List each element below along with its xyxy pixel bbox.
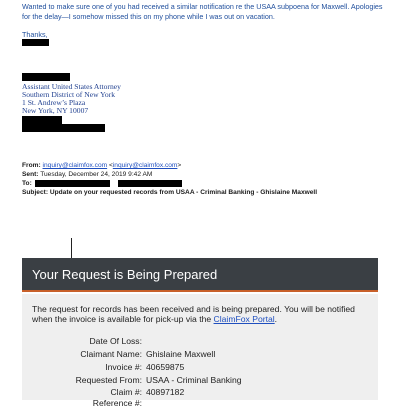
field-value: USAA - Criminal Banking	[146, 375, 242, 385]
redacted-phone	[22, 116, 62, 124]
field-label: Requested From:	[75, 375, 142, 385]
notice-intro-text: The request for records has been received and is being prepared. You will be notified when the invoice is available for pick-up via the	[32, 304, 355, 324]
field-label: Invoice #:	[105, 362, 142, 372]
notice-intro	[32, 304, 372, 324]
email-sent-line	[22, 170, 152, 179]
field-label: Claim #:	[110, 387, 142, 397]
from-email-link-2[interactable]: inquiry@claimfox.com	[112, 162, 178, 169]
field-value: Ghislaine Maxwell	[146, 349, 216, 359]
subject-value: Update on your requested records from USAA - Criminal Banking - Ghislaine Maxwell	[49, 189, 318, 196]
from-label: From:	[22, 162, 41, 169]
notice-card	[22, 294, 378, 408]
email-from-line	[22, 161, 181, 170]
redacted-sender-name	[22, 39, 49, 46]
from-email-link[interactable]: inquiry@claimfox.com	[42, 162, 108, 169]
field-row-invoice	[22, 362, 185, 373]
notice-intro-end: .	[274, 314, 278, 324]
field-label: Reference #:	[92, 398, 142, 408]
signature-office: Southern District of New York	[22, 90, 116, 99]
redacted-email	[22, 124, 105, 132]
notice-banner-title: Your Request is Being Prepared	[32, 267, 218, 282]
field-label: Claimant Name:	[80, 349, 142, 359]
sent-label: Sent:	[22, 171, 39, 178]
field-value: 40897182	[146, 387, 185, 397]
from-bracket-open: <	[107, 162, 113, 169]
subject-label: Subject:	[22, 189, 49, 196]
field-row-claim	[22, 387, 185, 398]
field-value: 40659875	[146, 362, 185, 372]
field-label: Date Of Loss:	[89, 336, 142, 346]
email-subject-line	[22, 188, 317, 197]
signature-address-line-2: New York, NY 10007	[22, 106, 89, 115]
field-row-date-of-loss	[22, 336, 142, 347]
redacted-signature-name	[22, 73, 70, 81]
reply-body: Wanted to make sure one of you had received a similar notification re the USAA subpoena for Maxwell. Apologies for the delay—I somehow missed this on my phone while I was out on vacation.	[22, 2, 383, 21]
divider-vertical	[71, 238, 72, 260]
notice-banner	[22, 258, 378, 292]
to-label: To:	[22, 180, 32, 187]
field-row-claimant-name	[22, 349, 216, 360]
from-bracket-close: >	[177, 162, 182, 169]
signature-title: Assistant United States Attorney	[22, 82, 121, 91]
signature-address-line-1: 1 St. Andrew’s Plaza	[22, 98, 86, 107]
reply-thanks: Thanks,	[22, 30, 48, 39]
redacted-recipient-1	[35, 180, 110, 187]
sent-value: Tuesday, December 24, 2019 9:42 AM	[40, 171, 153, 178]
claimfox-portal-link[interactable]: ClaimFox Portal	[213, 314, 275, 324]
field-row-requested-from	[22, 375, 242, 386]
redacted-recipient-2	[118, 180, 182, 187]
